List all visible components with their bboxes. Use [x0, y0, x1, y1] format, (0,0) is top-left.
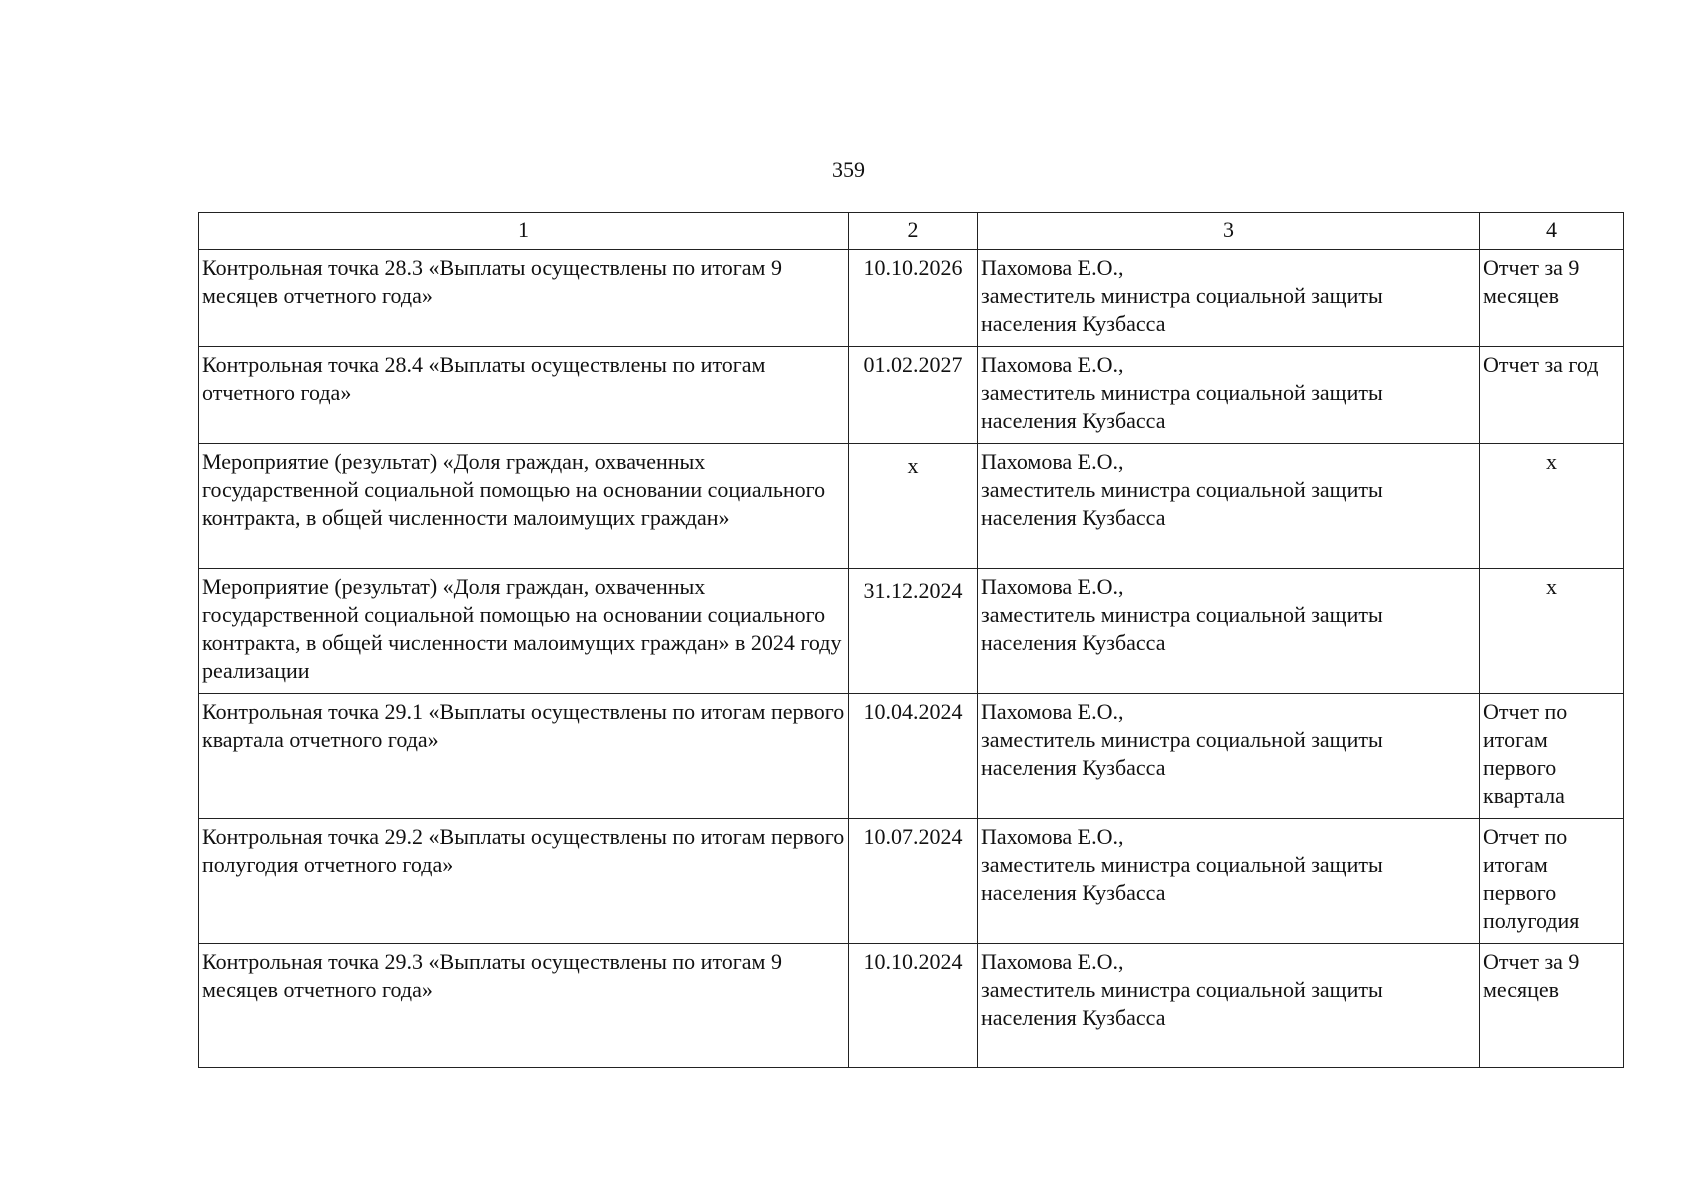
row-report-cell: Отчет за год: [1480, 347, 1624, 444]
responsible-organization: населения Кузбасса: [981, 408, 1166, 433]
row-name-cell: Контрольная точка 28.3 «Выплаты осуществлены по итогам 9 месяцев отчетного года»: [199, 250, 849, 347]
row-date-cell: 31.12.2024: [849, 569, 978, 694]
row-report-cell: Отчет за 9 месяцев: [1480, 250, 1624, 347]
row-name-cell: Контрольная точка 29.2 «Выплаты осуществлены по итогам первого полугодия отчетного года»: [199, 819, 849, 944]
responsible-organization: населения Кузбасса: [981, 1005, 1166, 1030]
row-responsible-cell: [978, 347, 1480, 444]
row-responsible-cell: [978, 819, 1480, 944]
responsible-person: Пахомова Е.О.,: [981, 949, 1124, 974]
responsible-position: заместитель министра социальной защиты: [981, 602, 1383, 627]
control-points-table: [198, 212, 1624, 1068]
row-report-cell: Отчет за 9 месяцев: [1480, 944, 1624, 1068]
responsible-person: Пахомова Е.О.,: [981, 574, 1124, 599]
responsible-person: Пахомова Е.О.,: [981, 255, 1124, 280]
column-header-2: 2: [849, 213, 978, 250]
responsible-position: заместитель министра социальной защиты: [981, 852, 1383, 877]
column-header-3: 3: [978, 213, 1480, 250]
row-date-cell: 01.02.2027: [849, 347, 978, 444]
row-date-cell: 10.07.2024: [849, 819, 978, 944]
row-report-cell: x: [1480, 569, 1624, 694]
responsible-person: Пахомова Е.О.,: [981, 449, 1124, 474]
table-header-row: [199, 213, 1624, 250]
table-row: [199, 250, 1624, 347]
responsible-organization: населения Кузбасса: [981, 755, 1166, 780]
row-responsible-cell: [978, 569, 1480, 694]
row-name-cell: Контрольная точка 29.3 «Выплаты осуществлены по итогам 9 месяцев отчетного года»: [199, 944, 849, 1068]
table-row: [199, 569, 1624, 694]
table-row: [199, 694, 1624, 819]
row-date-cell: 10.10.2024: [849, 944, 978, 1068]
row-name-cell: Мероприятие (результат) «Доля граждан, охваченных государственной социальной помощью на основании социального контракта, в общей численности малоимущих граждан» в 2024 году реализации: [199, 569, 849, 694]
responsible-person: Пахомова Е.О.,: [981, 699, 1124, 724]
responsible-organization: населения Кузбасса: [981, 505, 1166, 530]
responsible-position: заместитель министра социальной защиты: [981, 380, 1383, 405]
row-responsible-cell: [978, 694, 1480, 819]
responsible-organization: населения Кузбасса: [981, 880, 1166, 905]
row-responsible-cell: [978, 250, 1480, 347]
responsible-position: заместитель министра социальной защиты: [981, 477, 1383, 502]
table-row: [199, 944, 1624, 1068]
responsible-person: Пахомова Е.О.,: [981, 824, 1124, 849]
responsible-organization: населения Кузбасса: [981, 630, 1166, 655]
page-number: 359: [832, 157, 865, 182]
row-date-cell: 10.10.2026: [849, 250, 978, 347]
column-header-4: 4: [1480, 213, 1624, 250]
row-name-cell: Контрольная точка 29.1 «Выплаты осуществлены по итогам первого квартала отчетного года»: [199, 694, 849, 819]
row-report-cell: Отчет по итогам первого полугодия: [1480, 819, 1624, 944]
table-row: [199, 819, 1624, 944]
table-row: [199, 347, 1624, 444]
responsible-position: заместитель министра социальной защиты: [981, 283, 1383, 308]
table-row: [199, 444, 1624, 569]
row-date-cell: 10.04.2024: [849, 694, 978, 819]
row-name-cell: Мероприятие (результат) «Доля граждан, охваченных государственной социальной помощью на основании социального контракта, в общей численности малоимущих граждан»: [199, 444, 849, 569]
row-name-cell: Контрольная точка 28.4 «Выплаты осуществлены по итогам отчетного года»: [199, 347, 849, 444]
row-responsible-cell: [978, 444, 1480, 569]
row-report-cell: Отчет по итогам первого квартала: [1480, 694, 1624, 819]
row-report-cell: x: [1480, 444, 1624, 569]
responsible-position: заместитель министра социальной защиты: [981, 727, 1383, 752]
responsible-position: заместитель министра социальной защиты: [981, 977, 1383, 1002]
row-date-cell: x: [849, 444, 978, 569]
column-header-1: 1: [199, 213, 849, 250]
row-responsible-cell: [978, 944, 1480, 1068]
responsible-organization: населения Кузбасса: [981, 311, 1166, 336]
responsible-person: Пахомова Е.О.,: [981, 352, 1124, 377]
